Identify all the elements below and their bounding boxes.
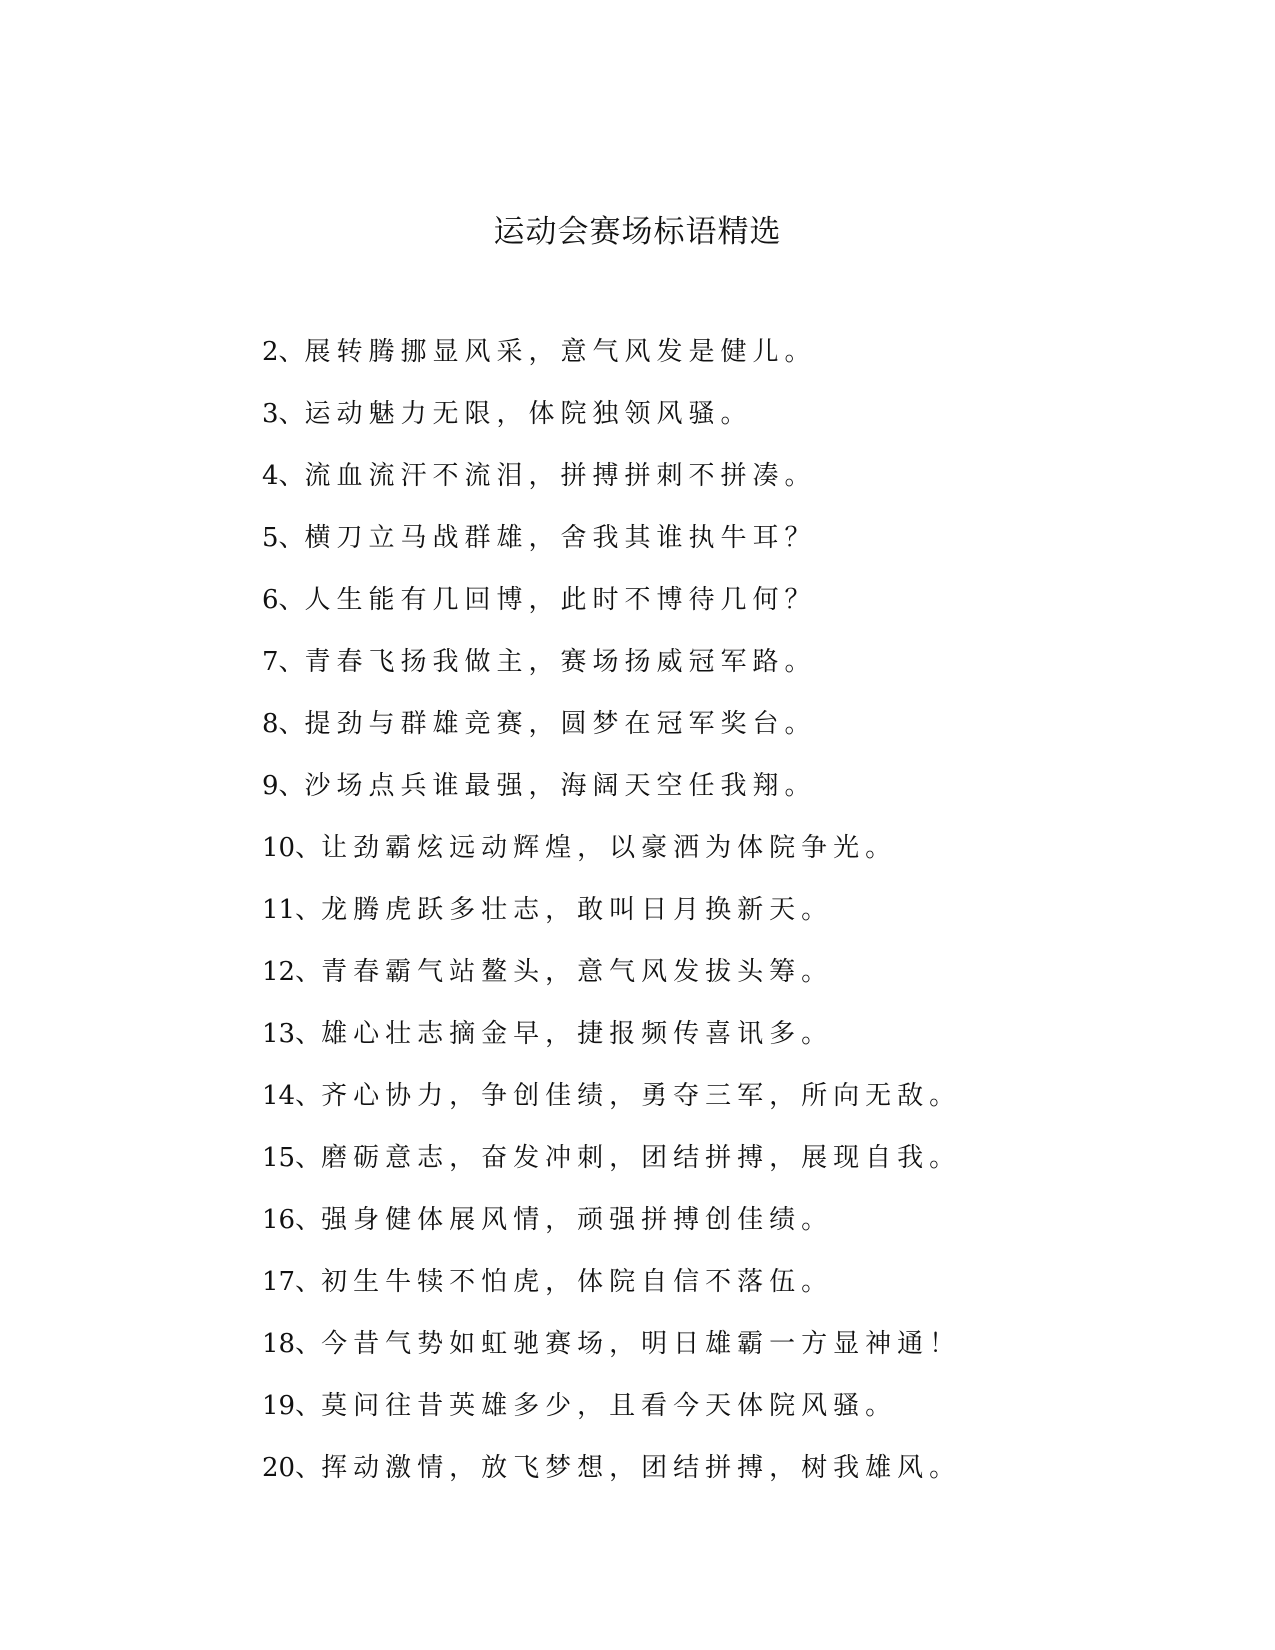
slogan-item	[262, 1074, 1222, 1136]
slogan-number: 15、	[262, 1143, 322, 1173]
document-title: 运动会赛场标语精选	[493, 214, 782, 250]
slogan-item	[262, 1384, 1222, 1446]
slogan-number: 20、	[262, 1453, 322, 1483]
slogan-number: 19、	[262, 1391, 322, 1421]
slogan-number: 13、	[262, 1019, 322, 1049]
slogan-item	[262, 1012, 1222, 1074]
slogan-number: 11、	[262, 895, 322, 925]
slogan-text: 齐心协力，争创佳绩，勇夺三军，所向无敌。	[321, 1081, 962, 1111]
slogan-number: 18、	[262, 1329, 322, 1359]
slogan-list	[262, 330, 1222, 1508]
slogan-text: 初生牛犊不怕虎，体院自信不落伍。	[321, 1267, 834, 1297]
slogan-number: 17、	[262, 1267, 322, 1297]
slogan-text: 强身健体展风情，顽强拼搏创佳绩。	[321, 1205, 834, 1235]
slogan-number: 12、	[262, 957, 322, 987]
slogan-text: 磨砺意志，奋发冲刺，团结拼搏，展现自我。	[321, 1143, 962, 1173]
slogan-text: 横刀立马战群雄，舍我其谁执牛耳？	[304, 523, 817, 553]
slogan-text: 雄心壮志摘金早，捷报频传喜讯多。	[321, 1019, 834, 1049]
slogan-text: 人生能有几回博，此时不博待几何？	[304, 585, 817, 615]
slogan-text: 提劲与群雄竞赛，圆梦在冠军奖台。	[304, 709, 817, 739]
slogan-item	[262, 392, 1222, 454]
slogan-item	[262, 826, 1222, 888]
slogan-item	[262, 516, 1222, 578]
slogan-text: 流血流汗不流泪，拼搏拼刺不拼凑。	[304, 461, 817, 491]
slogan-item	[262, 1260, 1222, 1322]
slogan-number: 4、	[262, 461, 305, 491]
slogan-item	[262, 764, 1222, 826]
slogan-text: 沙场点兵谁最强，海阔天空任我翔。	[304, 771, 817, 801]
slogan-number: 3、	[262, 399, 305, 429]
slogan-item	[262, 1136, 1222, 1198]
slogan-text: 今昔气势如虹驰赛场，明日雄霸一方显神通！	[321, 1329, 962, 1359]
slogan-text: 挥动激情，放飞梦想，团结拼搏，树我雄风。	[321, 1453, 962, 1483]
slogan-item	[262, 1322, 1222, 1384]
slogan-text: 展转腾挪显风采，意气风发是健儿。	[304, 337, 817, 367]
slogan-item	[262, 950, 1222, 1012]
slogan-number: 14、	[262, 1081, 322, 1111]
slogan-text: 青春霸气站鳌头，意气风发拔头筹。	[321, 957, 834, 987]
slogan-number: 16、	[262, 1205, 322, 1235]
slogan-number: 6、	[262, 585, 305, 615]
slogan-number: 9、	[262, 771, 305, 801]
slogan-text: 莫问往昔英雄多少，且看今天体院风骚。	[321, 1391, 898, 1421]
slogan-number: 10、	[262, 833, 322, 863]
slogan-text: 龙腾虎跃多壮志，敢叫日月换新天。	[321, 895, 834, 925]
slogan-item	[262, 578, 1222, 640]
slogan-item	[262, 888, 1222, 950]
slogan-item	[262, 1198, 1222, 1260]
slogan-item	[262, 454, 1222, 516]
slogan-text: 运动魅力无限，体院独领风骚。	[304, 399, 753, 429]
slogan-item	[262, 330, 1222, 392]
slogan-text: 让劲霸炫远动辉煌，以豪洒为体院争光。	[321, 833, 898, 863]
slogan-number: 2、	[262, 337, 305, 367]
slogan-number: 7、	[262, 647, 305, 677]
slogan-item	[262, 702, 1222, 764]
slogan-number: 5、	[262, 523, 305, 553]
slogan-item	[262, 640, 1222, 702]
slogan-item	[262, 1446, 1222, 1508]
slogan-text: 青春飞扬我做主，赛场扬威冠军路。	[304, 647, 817, 677]
slogan-number: 8、	[262, 709, 305, 739]
